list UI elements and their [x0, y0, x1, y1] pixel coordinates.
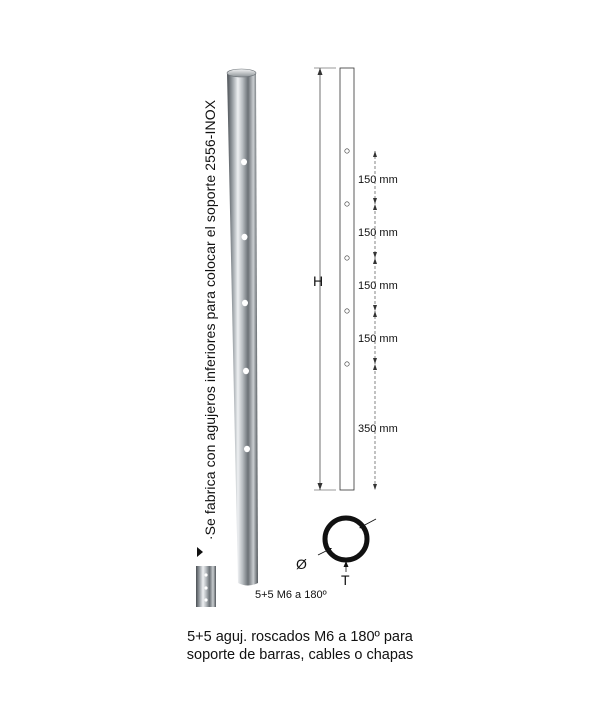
thickness-label: T	[341, 572, 350, 588]
diameter-label: Ø	[296, 556, 307, 572]
spacing-label-1: 150 mm	[358, 174, 398, 186]
side-note	[196, 80, 224, 560]
stainless-post	[227, 69, 258, 586]
thread-hole	[241, 159, 247, 165]
tube-cross-section	[318, 518, 376, 572]
holes-label: 5+5 M6 a 180º	[255, 589, 327, 601]
thread-hole	[242, 300, 248, 306]
thread-hole	[243, 368, 249, 374]
spacing-label-2: 150 mm	[358, 227, 398, 239]
caption-line-1: 5+5 aguj. roscados M6 a 180º para	[187, 629, 413, 645]
spacing-label-5: 350 mm	[358, 423, 398, 435]
caption-line-2: soporte de barras, cables o chapas	[186, 647, 414, 663]
thread-hole	[242, 234, 248, 240]
spacing-label-3: 150 mm	[358, 280, 398, 292]
lower-holes-detail	[196, 566, 216, 607]
height-label: H	[313, 273, 324, 289]
side-note-text: ·Se fabrica con agujeros inferiores para colocar el soporte 2556-INOX	[202, 99, 218, 541]
thread-hole	[244, 446, 250, 452]
spacing-label-4: 150 mm	[358, 333, 398, 345]
